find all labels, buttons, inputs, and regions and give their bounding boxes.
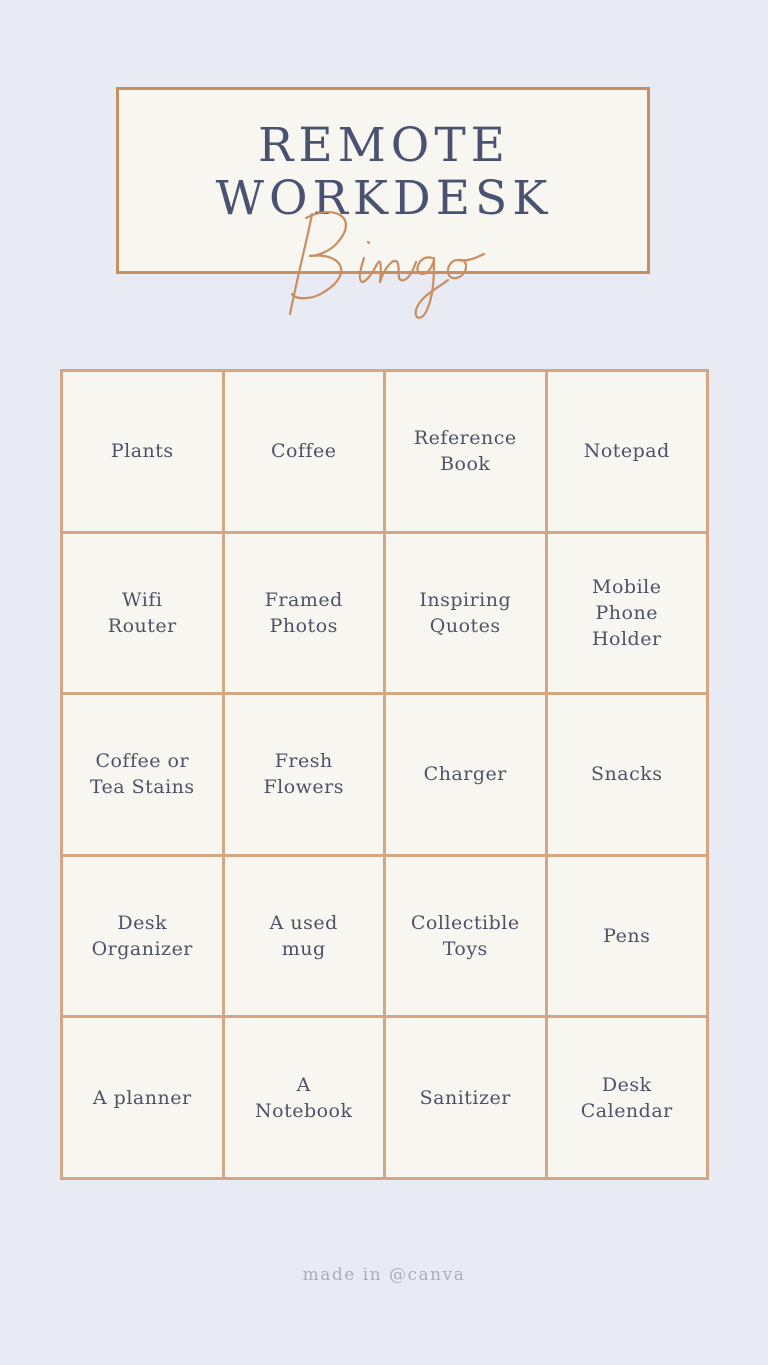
bingo-cell xyxy=(386,857,548,1019)
bingo-cell xyxy=(548,695,710,857)
cell-label: A Notebook xyxy=(255,1073,353,1122)
cell-label: Collectible Toys xyxy=(410,912,520,961)
cell-label: Wifi Router xyxy=(107,588,177,637)
title-line-workdesk: WORKDESK xyxy=(215,171,553,226)
cell-label: Inspiring Quotes xyxy=(419,588,512,637)
bingo-cell xyxy=(63,534,225,696)
cell-label: Mobile Phone Holder xyxy=(591,575,662,650)
cell-label: Sanitizer xyxy=(419,1086,511,1109)
cell-label: Desk Calendar xyxy=(580,1073,673,1122)
bingo-cell xyxy=(225,857,387,1019)
bingo-cell xyxy=(63,1018,225,1180)
cell-label: A used mug xyxy=(269,912,338,961)
bingo-cell xyxy=(63,372,225,534)
bingo-card xyxy=(60,369,709,1180)
bingo-cell xyxy=(386,1018,548,1180)
bingo-cell xyxy=(225,1018,387,1180)
bingo-cell xyxy=(63,695,225,857)
bingo-cell xyxy=(386,372,548,534)
bingo-cell xyxy=(63,857,225,1019)
cell-label: Snacks xyxy=(591,763,663,786)
cell-label: Reference Book xyxy=(413,427,517,476)
cell-label: Notepad xyxy=(583,440,670,463)
cell-label: Framed Photos xyxy=(264,588,343,637)
cell-label: A planner xyxy=(92,1086,192,1109)
cell-label: Fresh Flowers xyxy=(263,750,345,799)
bingo-cell xyxy=(548,1018,710,1180)
cell-label: Plants xyxy=(110,440,174,463)
bingo-cell xyxy=(386,695,548,857)
bingo-cell xyxy=(548,857,710,1019)
made-in-canva-credit: made in @canva xyxy=(302,1265,466,1285)
cell-label: Charger xyxy=(423,763,507,786)
bingo-cell xyxy=(386,534,548,696)
bingo-cell xyxy=(548,534,710,696)
cell-label: Pens xyxy=(603,925,651,948)
cell-label: Coffee xyxy=(270,440,337,463)
bingo-cell xyxy=(225,695,387,857)
bingo-cell xyxy=(548,372,710,534)
bingo-cell xyxy=(225,372,387,534)
cell-label: Desk Organizer xyxy=(91,912,193,961)
cell-label: Coffee or Tea Stains xyxy=(89,750,195,799)
bingo-script-wordmark xyxy=(272,196,502,326)
title-line-remote: REMOTE xyxy=(257,118,510,173)
bingo-cell xyxy=(225,534,387,696)
